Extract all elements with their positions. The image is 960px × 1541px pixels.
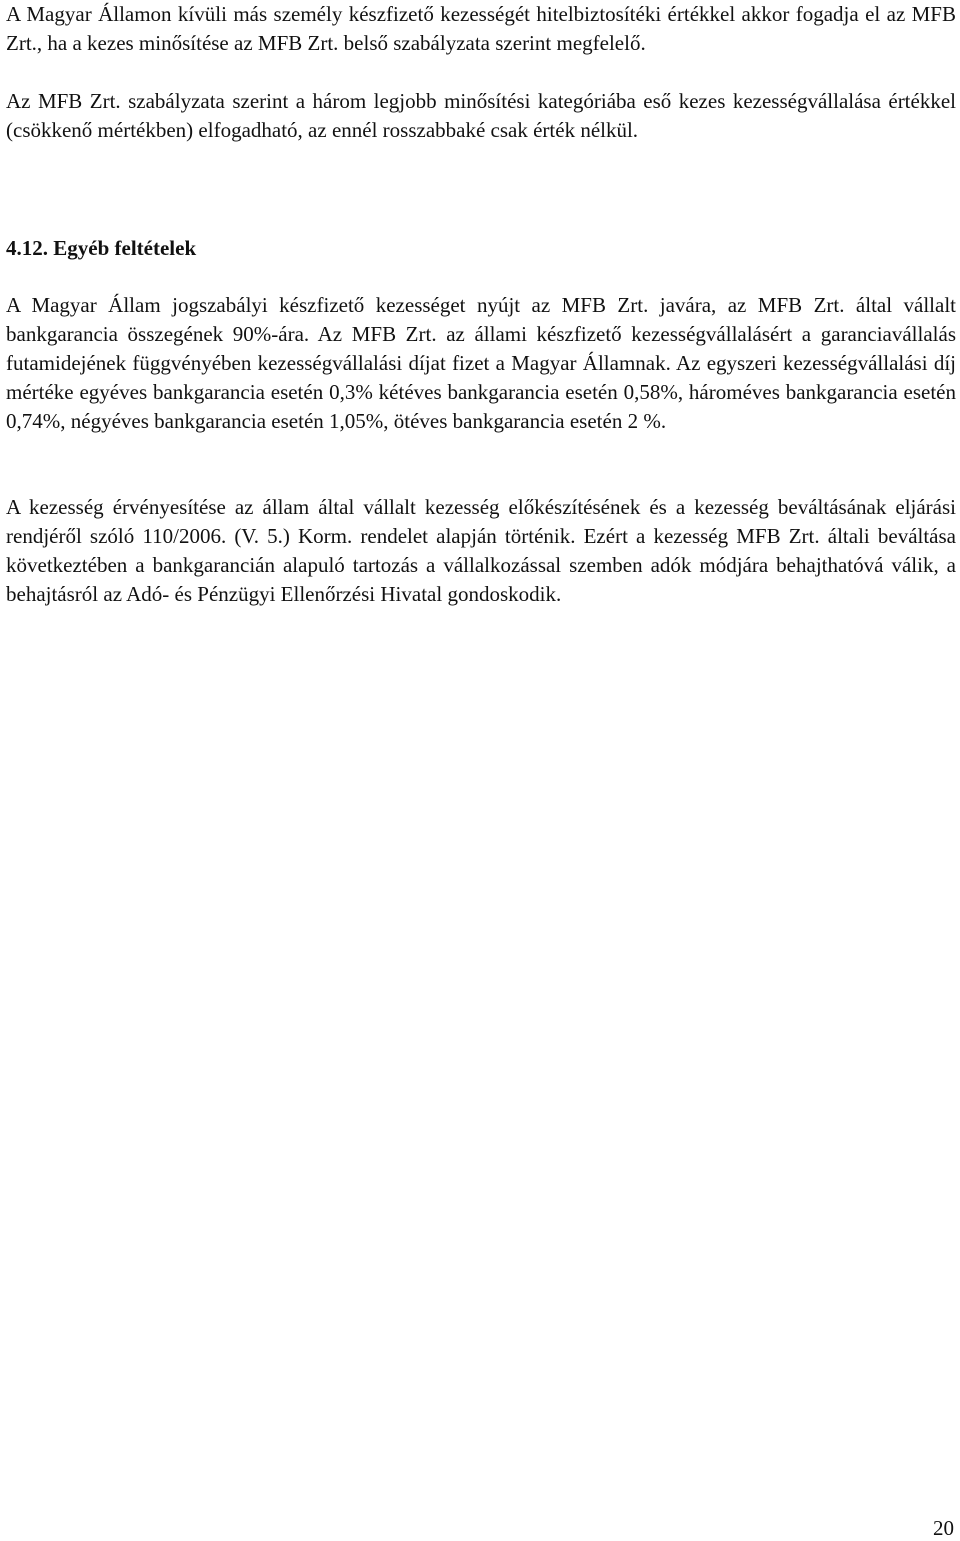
paragraph-state-guarantee: A Magyar Állam jogszabályi készfizető kezességet nyújt az MFB Zrt. javára, az MFB Zrt. által vállalt bankgarancia összegének 90%-ára. Az MFB Zrt. az állami készfizető kezességvállalásért a garanciavállalás futamidejének függvényében kezességvállalási díjat fizet a Magyar Államnak. Az egyszeri kezességvállalási díj mértéke egyéves bankgarancia esetén 0,3% kétéves bankgarancia esetén 0,58%, hároméves bankgarancia esetén 0,74%, négyéves bankgarancia esetén 1,05%, ötéves bankgarancia esetén 2 %.: [6, 293, 956, 433]
page-number: 20: [933, 1516, 954, 1540]
paragraph-enforcement: A kezesség érvényesítése az állam által vállalt kezesség előkészítésének és a kezesség beváltásának eljárási rendjéről szóló 110/2006. (V. 5.) Korm. rendelet alapján történik. Ezért a kezesség MFB Zrt. általi beváltása következtében a bankgarancián alapuló tartozás a vállalkozással szemben adók módjára behajthatóvá válik, a behajtásról az Adó- és Pénzügyi Ellenőrzési Hivatal gondoskodik.: [6, 495, 956, 606]
paragraph-rating-categories: Az MFB Zrt. szabályzata szerint a három legjobb minősítési kategóriába eső kezes kezességvállalása értékkel (csökkenő mértékben) elfogadható, az ennél rosszabbaké csak érték nélkül.: [6, 89, 956, 142]
section-heading: 4.12. Egyéb feltételek: [6, 236, 197, 260]
paragraph-surety-rating: A Magyar Államon kívüli más személy készfizető kezességét hitelbiztosítéki értékkel akkor fogadja el az MFB Zrt., ha a kezes minősítése az MFB Zrt. belső szabályzata szerint megfelelő.: [6, 2, 956, 55]
